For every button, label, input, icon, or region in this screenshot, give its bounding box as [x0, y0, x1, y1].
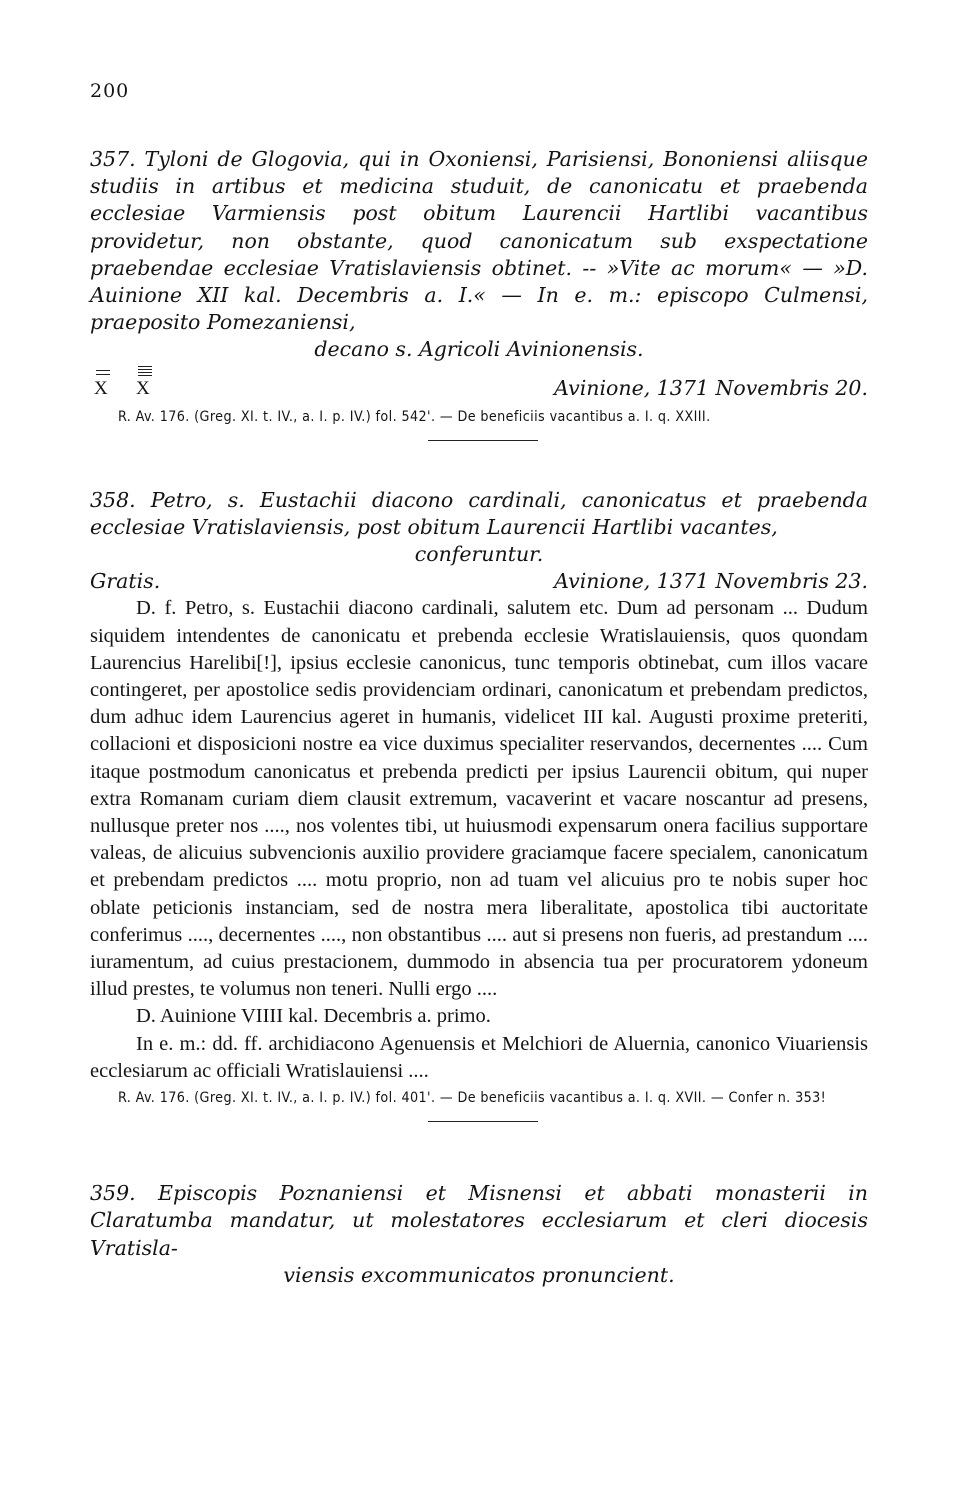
entry-357-place-date: Avinione, 1371 Novembris 20. — [554, 375, 868, 400]
entry-359-regest-last: viensis excommunicatos pronuncient. — [283, 1262, 675, 1287]
entry-358-regest-last: conferuntur. — [414, 542, 544, 567]
entry-358-place-date: Avinione, 1371 Novembris 23. — [554, 569, 868, 594]
entry-359 — [90, 1180, 868, 1289]
gratis-note: Gratis. — [90, 569, 161, 594]
entry-358-dating: D. Auinione VIIII kal. Decembris a. primo. — [136, 1005, 491, 1028]
page-number: 200 — [90, 80, 130, 102]
entry-357-regest: 357. Tyloni de Glogovia, qui in Oxoniensi, Parisiensi, Bononiensi aliisque studiis in artibus et medicina studuit, de canonicatu et praebenda ecclesiae Varmiensis post obitum Laurencii Hartlibi vacantibus providetur, non obstante, quod canonicatum sub exspectatione praebendae ecclesiae Vratislaviensis obtinet. -- »Vite ac morum« — »D. Auinione XII kal. Decembris a. I.« — In e. m.: episcopo Culmensi, praeposito Pomezaniensi, — [90, 147, 868, 335]
entry-359-regest: 359. Episcopis Poznaniensi et Misnensi et abbati monasterii in Claratumba mandatur, ut molestatores ecclesiarum et cleri diocesis Vratisla- — [90, 1181, 868, 1260]
entry-358-in-eundem: In e. m.: dd. ff. archidiacono Agenuensis et Melchiori de Aluernia, canonico Viuariensis ecclesiarum ac officiali Wratislauiensi .... — [90, 1032, 868, 1082]
entry-358-source: R. Av. 176. (Greg. XI. t. IV., a. I. p. IV.) fol. 401'. — De beneficiis vacantibus a. I. q. XVII. — Confer n. 353! — [118, 1090, 827, 1107]
page — [90, 80, 868, 1289]
entry-358-date-row — [90, 568, 868, 595]
mark-x-2: X — [136, 377, 150, 399]
marginal-marks — [90, 364, 210, 400]
entry-357-regest-last: decano s. Agricoli Avinionensis. — [314, 337, 644, 362]
entry-357 — [90, 146, 868, 441]
entry-358-regest: 358. Petro, s. Eustachii diacono cardinali, canonicatus et praebenda ecclesiae Vratislaviensis, post obitum Laurencii Hartlibi vacantes, — [90, 487, 868, 539]
entry-358 — [90, 487, 868, 1122]
entry-357-date-row — [90, 364, 868, 400]
entry-357-source: R. Av. 176. (Greg. XI. t. IV., a. I. p. IV.) fol. 542'. — De beneficiis vacantibus a. I. q. XXIII. — [118, 408, 711, 425]
entry-358-text: D. f. Petro, s. Eustachii diacono cardinali, salutem etc. Dum ad personam ... Dudum siquidem intendentes de canonicatu et prebenda ecclesie Wratislauiensis, quos quondam Laurencius Harelibi[!], ipsius ecclesie canonicus, tunc temporis obtinebat, cum illos vacare contingeret, per apostolice sedis providenciam ordinari, canonicatum et prebendam predictos, dum adhuc idem Laurencius ageret in humanis, videlicet III kal. Augusti proxime preteriti, collacioni et disposicioni nostre ea vice duximus specialiter reservandos, decernentes .... Cum itaque postmodum canonicatus et prebenda predicti per ipsius Laurencii obitum, qui nuper extra Romanam curiam diem clausit extremum, vacaverint et vacare noscantur ad presens, nullusque preter nos ...., nos volentes tibi, ut huiusmodi expensarum onera facilius supportare valeas, de alicuius subvencionis auxilio providere graciamque facere specialem, canonicatum et prebendam predictos .... motu proprio, non ad tuam vel alicuius pro te nobis super hoc oblate peticionis instanciam, sed de nostra mera liberalitate, apostolica tibi auctoritate conferimus ...., decernentes ...., non obstantibus .... aut si presens non fueris, ad prestandum .... iuramentum, ad cuius prestacionem, dummodo in absencia tua per procuratorem ydoneum illud prestes, te volumus non teneri. Nulli ergo .... — [90, 597, 868, 1001]
mark-x-1: X — [94, 377, 108, 399]
